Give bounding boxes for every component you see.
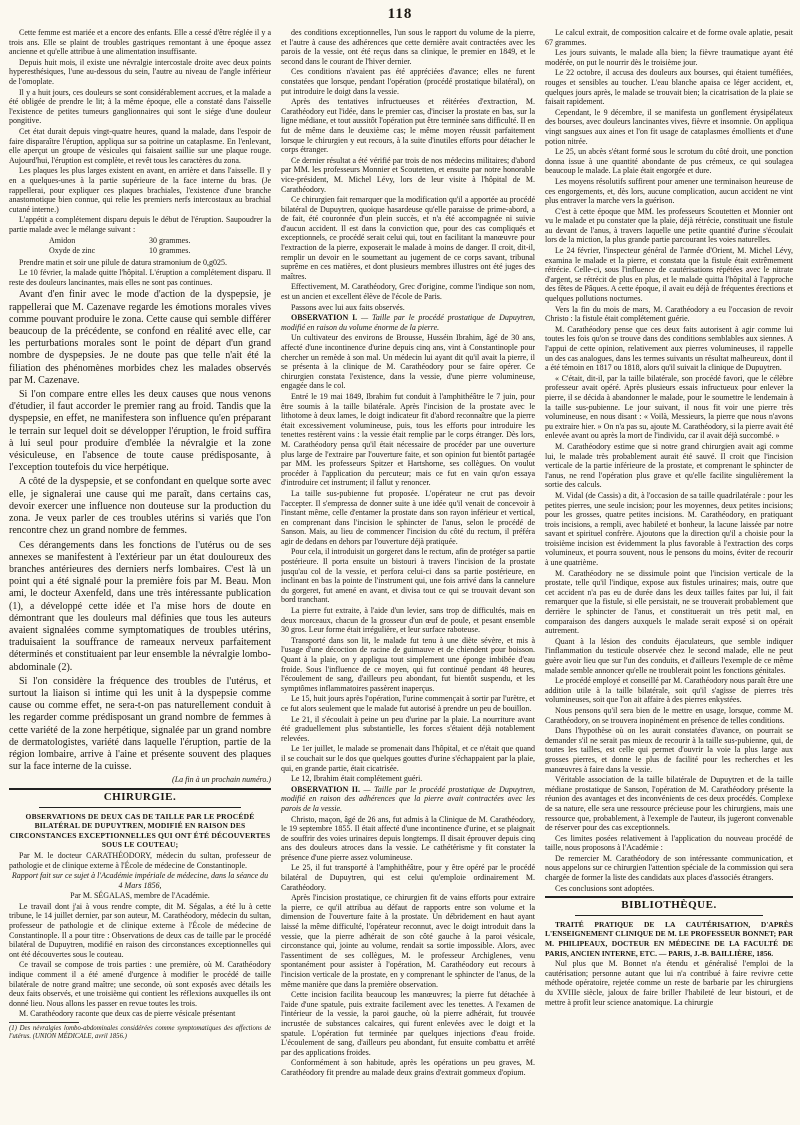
paragraph: Cependant, le 9 décembre, il se manifesta un gonflement érysipélateux des bourses, avec douleurs lancinantes vives, fièvre et insomnie. On appliqua vingt sangsues aux aines et l'on fit usage de cataplasmes émollients et d'une potion nitrée. (545, 107, 793, 146)
column-2 (281, 28, 535, 1119)
paragraph: La taille sus-pubienne fut proposée. L'opérateur ne crut pas devoir l'accepter. Il s'empressa de donner suite à une idée qu'il venait de concevoir à l'instant même, celle d'entamer la prostate dans son rayon inférieur et vertical, en comprenant dans l'incision le sphincter de l'anus, selon le procédé de Sanson. Mais, au lieu de commencer l'incision du côté du rectum, il préféra agir de dedans en dehors par l'ouverture déjà pratiquée. (281, 488, 535, 546)
recipe-row (49, 246, 271, 256)
recipe-ingredient: Amidon (49, 236, 76, 246)
paragraph: Cette femme est mariée et a encore des enfants. Elle a cessé d'être réglée il y a trois ans. Elle se plaint de troubles gastriques remontant à une époque assez ancienne et qu'elle attribue à une alimentation insuffisante. (9, 28, 271, 57)
paragraph: M. Carathéodory estime que si notre grand chirurgien avait agi comme lui, le malade très probablement aurait été sauvé. Il croit que l'incision verticale de la partie inférieure de la prostate, et comprenant le sphincter de l'anus, ne rend l'opération plus grave et qu'elle facilite singulièrement la sortie des calculs. (545, 441, 793, 490)
section-title-bibliotheque: BIBLIOTHÈQUE. (621, 899, 717, 912)
paragraph: Le 25, un abcès s'étant formé sous le scrotum du côté droit, une ponction donna issue à une quantité abondante de pus crémeux, ce qui soulagea beaucoup le malade. La plaie était engorgée et dure. (545, 147, 793, 176)
continuation-note: (La fin à un prochain numéro.) (172, 775, 271, 785)
column-3 (545, 28, 793, 1119)
paragraph: Vers la fin du mois de mars, M. Carathéodory a eu l'occasion de revoir Christo : la fistule était complétement guérie. (545, 304, 793, 324)
paragraph: C'est à cette époque que MM. les professeurs Scoutetten et Monnier ont vu le malade et pu constater que la plaie, déjà rétrécie, constituait une fistule au devant de l'anus, à travers laquelle une petite quantité d'urine s'écoulait lors de la miction, la plus grande partie parcourant les voies naturelles. (545, 206, 793, 245)
book-reference: TRAITÉ PRATIQUE DE LA CAUTÉRISATION, D'APRÈS L'ENSEIGNEMENT CLINIQUE DE M. LE PROFESSEUR BONNET; PAR M. PHILIPEAUX, DOCTEUR EN MÉDECINE DE LA FACULTÉ DE PARIS, ANCIEN INTERNE, ETC. — PARIS, J.-B. BAILLIÈRE, 1856. (545, 919, 793, 958)
paragraph: Les jours suivants, le malade alla bien; la fièvre traumatique ayant été modérée, on put le nourrir dès le troisième jour. (545, 48, 793, 67)
paragraph: Nul plus que M. Bonnet n'a étendu et généralisé l'emploi de la cautérisation; personne autant que lui n'a contribué à faire revivre cette méthode opératoire, rejetée comme un reste de barbarie par les chirurgiens du XVIIIe siècle, jaloux de faire briller l'habileté de leur bistouri, et de mettre à profit leur science anatomique. La chirurgie (545, 959, 793, 1007)
paragraph: Le calcul extrait, de composition calcaire et de forme ovale aplatie, pesait 67 grammes. (545, 28, 793, 47)
observation-title: — Taille par le procédé prostatique de Dupuytren, modifié en raison du volume énorme de la pierre. (281, 313, 535, 332)
paragraph: Si l'on considère la fréquence des troubles de l'utérus, et surtout la liaison si intime qui les unit à la dyspepsie comme cause ou comme effet, ne sera-t-on pas naturellement conduit à les regarder comme prédisposant un grand nombre de femmes à cette variété de la zone herpétique, signalée par un grand nombre de dermatologistes, variété dans laquelle l'éruption, partie de la région lombaire, arrive à l'aine et présente souvent des plaques sur la face interne de la cuisse. (9, 675, 271, 773)
paragraph: « C'était, dit-il, par la taille bilatérale, son procédé favori, que le célèbre professeur avait opéré. Après plusieurs essais infructueux pour enlever la pierre, il se décida à abandonner le malade, pour le soumettre le lendemain à la taille sus-pubienne. Le jour suivant, il nous fit voir une pierre très volumineuse, en nous disant : « Voilà, Messieurs, la pierre que nous n'avons pu extraire hier. » On n'a pas su, ajoute M. Carathéodory, si la pierre avait été enlevée avant ou après la mort de l'individu, car il avait déjà succombé. » (545, 373, 793, 441)
divider (545, 896, 793, 898)
paragraph: Conformément à son habitude, après les opérations un peu graves, M. Carathéodory fit prendre au malade deux grains d'extrait gommeux d'opium. (281, 1058, 535, 1077)
paragraph: Le 21, il s'écoulait à peine un peu d'urine par la plaie. La nourriture avant été graduellement plus substantielle, les forces s'étaient déjà notablement relevées. (281, 714, 535, 743)
page-number: 118 (387, 6, 413, 22)
paragraph: A côté de la dyspepsie, et se confondant en quelque sorte avec elle, je signalerai une cause qui me paraît, dans certains cas, devoir exercer une influence non douteuse sur la production du zona. Je veux parler de ces troubles utérins si variés que l'on rencontre chez un grand nombre de femmes. (9, 476, 271, 537)
observation-label: OBSERVATION II. (291, 784, 360, 794)
paragraph: Ce chirurgien fait remarquer que la modification qu'il a apportée au procédé bilatéral de Dupuytren, quoique hasardeuse qu'elle paraisse de prime-abord, a de fait, été couronnée d'un plein succès, et n'a été accompagnée ni suivie d'aucun accident. Il est dans la conviction que, pour des cas compliqués et exceptionnels, ce procédé serait celui qui, tout en facilitant la manœuvre pour l'extraction de la pierre, exposerait le malade à moins de danger. Il croit, dit-il, remplir un devoir en le soumettant au jugement de ce corps savant, tribunal suprême en ces matières, et dont plusieurs membres illustres ont été juges des maîtres. (281, 195, 535, 281)
paragraph: Les plaques les plus larges existent en avant, en arrière et dans l'aisselle. Il y en a quelques-unes à la partie supérieure de la face interne du bras. (Je rappellerai, pour expliquer ces plaques brachiales, l'existence d'une branche anastomotique bien connue, qui relie les premiers nerfs intercostaux au brachial cutané interne.) (9, 166, 271, 214)
observation-label: OBSERVATION I. (291, 313, 358, 323)
observation-heading (281, 785, 535, 814)
section-title-chirurgie: CHIRURGIE. (103, 790, 177, 803)
paragraph: Les moyens résolutifs suffirent pour amener une terminaison heureuse de ces engorgements, et, dès lors, aucune complication, aucun accident ne vint plus entraver la marche vers la guérison. (545, 176, 793, 206)
paragraph: Ces limites posées relativement à l'application du nouveau procédé de taille, nous proposons à l'Académie : (545, 833, 793, 853)
paragraph: De remercier M. Carathéodory de son intéressante communication, et nous appelons sur ce chirurgien l'attention spéciale de la commission qui sera chargée de former la liste des candidats aux places d'associés étrangers. (545, 853, 793, 883)
recipe-ingredient: Oxyde de zinc (49, 246, 96, 256)
footnote: (1) Des névralgies lombo-abdominales considérées comme symptomatiques des affections de l'utérus. (UNION MÉDICALE, avril 1856.) (9, 1025, 271, 1041)
paragraph: Prendre matin et soir une pilule de datura stramonium de 0,g025. (19, 257, 227, 267)
report-author: Par M. SÉGALAS, membre de l'Académie. (70, 891, 210, 901)
paragraph: Après l'incision prostatique, ce chirurgien fit de vains efforts pour extraire la pierre, ce qu'il attribua au défaut de rapports entre son volume et la dimension de l'ouverture faite à la prostate. Un débridement en haut ayant laissé la même difficulté, l'opérateur reconnut, avec le doigt introduit dans la vessie, que la pierre adhérait de son côté gauche à la paroi vésicale, circonstance qui, jointe au volume, rendait sa sortie impossible. Alors, avec l'assentiment de ses collègues, M. le professeur Archiglenes, venu spontanément pour assister à l'opération, M. Carathéodory eut recours à l'incision verticale de la prostate, en y comprenant le sphincter de l'anus, de la même manière que dans la première observation. (281, 893, 535, 989)
paragraph: Après des tentatives infructueuses et réitérées d'extraction, M. Carathéodory eut l'idée, dans le premier cas, d'inciser la prostate en bas, sur la ligne médiane, et tout aussitôt l'opération put être terminée sans difficulté. Il en fut de même dans le deuxième cas; le même moyen réussit parfaitement lorsque le chirurgien y eut recours, à la suite d'inutiles efforts pour détacher le corps étranger. (281, 97, 535, 155)
paragraph: M. Carathéodory ne se dissimule point que l'incision verticale de la prostate, telle qu'il l'indique, expose aux fistules urinaires; mais, outre que cet accident n'a pas eu de durée dans les deux tailles faites par lui, il fait remarquer que la fistule, si elle persistait, ne se trouverait probablement que derrière le sphincter de l'anus, et constituerait un très petit mal, en comparaison des dangers auxquels le malade serait exposé si on opérait autrement. (545, 568, 793, 636)
paragraph: Le 12, Ibrahim était complétement guéri. (291, 774, 423, 784)
paragraph: Transporté dans son lit, le malade fut tenu à une diète sévère, et mis à l'usage d'une décoction de racine de guimauve et de chiendent pour boisson. Quant à la plaie, on y appliqua tout simplement une éponge imbibée d'eau froide. Sous l'influence de ce moyen, qui fut continué pendant 48 heures, l'écoulement de sang, d'ailleurs peu abondant, fut bientôt suspendu, et les symptômes inflammatoires passèrent inaperçus. (281, 635, 535, 693)
paragraph: Ce travail se compose de trois parties : une première, où M. Carathéodory indique comment il a été amené d'urgence à modifier le procédé de taille bilatérale de notre grand maître; une seconde, où sont exposés avec détails les deux faits observés, et une troisième qui contient les réflexions auxquelles ils ont donné lieu. Nous allons les passer en revue toutes les trois. (9, 960, 271, 1008)
paragraph: Le 24 février, l'inspecteur général de l'armée d'Orient, M. Michel Lévy, examina le malade et la pierre, et constata que la fistule était extrêmement rétrécie. Celle-ci, sous l'influence de cautérisations répétées avec le nitrate d'argent, se rétrécit de plus en plus, et le malade quitta l'hôpital à l'approche des fêtes de Pâques. A cette époque, il avait eu déjà de fréquentes érections et quelques pollutions nocturnes. (545, 246, 793, 304)
paragraph: Ce dernier résultat a été vérifié par trois de nos médecins militaires; d'abord par MM. les professeurs Monnier et Scoutetten, et ensuite par notre honorable vice-président, M. Michel Lévy, lors de leur visite à l'hôpital de M. Carathéodory. (281, 155, 535, 194)
footnote-divider (9, 1022, 79, 1023)
divider (39, 807, 241, 808)
paragraph: Le 25, il fut transporté à l'amphithéâtre, pour y être opéré par le procédé bilatéral de Dupuytren, qui est celui qu'emploie ordinairement M. Carathéodory. (281, 863, 535, 892)
paragraph: M. Vidal (de Cassis) a dit, à l'occasion de sa taille quadrilatérale : pour les petites pierres, une seule incision; pour les moyennes, deux petites incisions; pour les grosses, quatre petites incisions. M. Carathéodory, en pratiquant trois incisions, a rempli, avec habileté et bonheur, la lacune laissée par notre savant et spirituel confrère. Ajoutons que la direction qu'il a choisie pour la troisième incision est évidemment la plus favorable à l'extraction des corps volumineux, et pourra souvent, nous le pensons du moins, éviter de recourir à une quatrième. (545, 490, 793, 568)
paragraph: Le 22 octobre, il accusa des douleurs aux bourses, qui étaient tuméfiées, rouges et sensibles au toucher. L'eau blanche apaisa ce léger accident, et, quelques jours après, le malade se trouvait bien; la cicatrisation de la plaie se faisait rapidement. (545, 68, 793, 107)
divider (9, 788, 271, 790)
paragraph: Si l'on compare entre elles les deux causes que nous venons d'étudier, il faut accorder le premier rang au froid. Tandis que la dyspepsie, en effet, ne manifestera son influence qu'en préparant le terrain sur lequel doit se développer l'éruption, le froid suffira à lui seul pour produire d'emblée la névralgie et la zone vésiculeuse, en l'absence de toute cause prédisposante, à l'exception toutefois du vice herpétique. (9, 389, 271, 474)
paragraph: Christo, maçon, âgé de 26 ans, fut admis à la Clinique de M. Carathéodory, le 19 septembre 1855. Il était affecté d'une incontinence d'urine, et se plaignait de souffrir des voies urinaires depuis longtemps. Il disait éprouver depuis cinq ans des douleurs atroces dans la vessie. Le cathétérisme y fit constater la présence d'une pierre assez volumineuse. (281, 814, 535, 862)
paragraph: M. Carathéodory pense que ces deux faits autorisent à agir comme lui toutes les fois qu'on se trouve dans des conditions semblables aux siennes. A l'appui de cette opinion, relativement aux pierres volumineuses, il rappelle un des cas analogues, dans les termes suivants un résultat malheureux, dont il a été témoin en 1817 ou 1818, alors qu'il suivait la clinique de Dupuytren. (545, 324, 793, 373)
observation-title: — Taille par le procédé prostatique de Dupuytren, modifié en raison des adhérences que la pierre avait contractées avec les parois de la vessie. (281, 784, 535, 813)
paragraph: Cette incision facilita beaucoup les manœuvres; la pierre fut détachée à l'aide d'une spatule, puis extraite facilement avec les tenettes. A l'examen de l'intérieur de la vessie, la paroi gauche, où la pierre adhérait, fut trouvée incrustée de substances calcaires, qui furent enlevées avec le doigt et la spatule. L'opération fut terminée par quelques injections d'eau froide. L'écoulement de sang, d'ailleurs peu abondant, fut ensuite combattu et arrêté par des applications froides. (281, 990, 535, 1057)
paragraph: Ces conditions n'avaient pas été appréciées d'avance; elles ne furent constatées que lorsque, pendant l'opération (procédé prostatique bilatéral), on put introduire le doigt dans la vessie. (281, 67, 535, 96)
divider (575, 915, 763, 916)
paragraph: Véritable association de la taille bilatérale de Dupuytren et de la taille médiane prostatique de Sanson, l'opération de M. Carathéodory présente la réunion des avantages et des inconvénients de ces deux procédés. Complexe de sa nature, elle sera une ressource précieuse pour les chirurgiens, mais une ressource que, probablement, à l'exemple de l'auteur, ils jugeront convenable de réserver pour des cas exceptionnels. (545, 775, 793, 833)
recipe (49, 236, 271, 255)
paragraph: Entré le 19 mai 1849, Ibrahim fut conduit à l'amphithéâtre le 7 juin, pour être soumis à la taille bilatérale. Après l'incision de la prostate avec le lithotome à deux lames, le doigt indicateur fit d'abord reconnaître que la pierre était excessivement volumineuse, puis, tous les efforts pour introduire les tenettes restèrent vains : la vessie était remplie par le corps étranger. Dès lors, M. Carathéodory pensa qu'il était nécessaire de procéder par une ouverture plus large de l'extraire par l'ouverture faite, et son opinion fut bientôt partagée par MM. les professeurs Spitzer et Hartshorne, ses collègues. On voulut procéder à l'application du percuteur; mais ce fut en vain qu'on essaya d'introduire cet instrument; il fallut y renoncer. (281, 391, 535, 488)
report-line: Rapport fait sur ce sujet à l'Académie impériale de médecine, dans la séance du 4 Mars 1856, (11, 871, 269, 890)
paragraph: Le travail dont j'ai à vous rendre compte, dit M. Ségalas, a été lu à cette tribune, le 14 juillet dernier, par son auteur, M. Carathéodory, médecin du sultan, professeur de pathologie et de clinique externe à l'École de médecine de Constantinople. Il a pour titre : Observations de deux cas de taille par le procédé bilatéral de Dupuytren, modifié en raison des circonstances exceptionnelles qui ont été découvertes sous le couteau. (9, 901, 271, 959)
paragraph: M. Carathéodory raconte que deux cas de pierre vésicale présentant (19, 1009, 236, 1019)
paragraph: Avant d'en finir avec le mode d'action de la dyspepsie, je rappellerai que M. Cazenave regarde les émotions morales vives comme pouvant produire le zona. Cette cause qui semble différer beaucoup de la précédente, se confond en réalité avec elle, car les perturbations morales sont le point de départ d'un grand nombre de dyspepsies. Je ne doute pas que telle n'ait été la filiation des phénomènes morbides chez les malades observés par M. Cazenave. (9, 289, 271, 386)
paragraph: L'appétit a complétement disparu depuis le début de l'éruption. Saupoudrer la partie malade avec le mélange suivant : (9, 215, 271, 234)
paragraph: Un cultivateur des environs de Brousse, Husséin Ibrahim, âgé de 30 ans, affecté d'une incontinence d'urine depuis cinq ans, vint à Constantinople pour chercher un remède à son mal. Un médecin lui ayant dit qu'il avait la pierre, il se présenta à la clinique de M. Carathéodory pour se faire opérer. Ce chirurgien constata l'existence, dans la vessie, d'une pierre volumineuse, engagée dans le col. (281, 333, 535, 391)
paragraph: Cet état durait depuis vingt-quatre heures, quand la malade, dans l'espoir de faire disparaître l'éruption, appliqua sur sa poitrine un cataplasme. En l'enlevant, elle aperçut un groupe de vésicules qui faisaient saillie sur une plaque rouge. Aujourd'hui, l'éruption est complète, et revêt tous les caractères du zona. (9, 126, 271, 165)
paragraph: Depuis huit mois, il existe une névralgie intercostale droite avec deux points hyperesthésiques, l'une au-dessous du sein, l'autre au niveau de l'angle inférieur de l'omoplate. (9, 57, 271, 86)
recipe-quantity: 30 grammes. (149, 236, 191, 246)
column-1 (9, 28, 271, 1119)
paragraph: Effectivement, M. Carathéodory, Grec d'origine, comme l'indique son nom, est un ancien et excellent élève de l'école de Paris. (281, 282, 535, 302)
article-author: Par M. le docteur CARATHÉODORY, médecin du sultan, professeur de pathologie et de clinique externe à l'École de médecine de Constantinople. (9, 850, 271, 870)
article-title: OBSERVATIONS DE DEUX CAS DE TAILLE PAR LE PROCÉDÉ BILATÉRAL DE DUPUYTREN, MODIFIÉ EN RAISON DES CIRCONSTANCES EXCEPTIONNELLES QUI ONT ÉTÉ DÉCOUVERTES SOUS LE COUTEAU; (9, 811, 271, 850)
recipe-row (49, 236, 271, 246)
paragraph: Nous pensons qu'il sera bien de le mettre en usage, lorsque, comme M. Carathéodory, on se trouvera inopinément en présence de telles conditions. (545, 705, 793, 725)
recipe-quantity: 10 grammes. (149, 246, 191, 256)
paragraph: Pour cela, il introduisit un gorgeret dans le rectum, afin de protéger sa partie postérieure. Il porta ensuite un bistouri à travers l'incision de la prostate jusqu'au col de la vessie, et perfora celui-ci dans sa partie postérieure, en inclinant en bas la pointe de l'instrument qui, une fois arrivé dans la cannelure du gorgeret, fut amené en avant, et divisa tout ce qui se trouvait devant son bord tranchant. (281, 547, 535, 605)
paragraph: Le 10 février, la malade quitte l'hôpital. L'éruption a complétement disparu. Il reste des douleurs lancinantes, mais elles ne sont pas continues. (9, 268, 271, 287)
paragraph: des conditions exceptionnelles, l'un sous le rapport du volume de la pierre, et l'autre à cause des adhérences que cette dernière avait contractées avec les parois de la vessie, ont été reçus dans sa clinique, le premier en 1849, et le second dans le courant de l'hiver dernier. (281, 28, 535, 66)
paragraph: Le 15, huit jours après l'opération, l'urine commençait à sortir par l'urètre, et ce fut alors seulement que le malade fut autorisé à prendre un peu de bouillon. (281, 694, 535, 713)
paragraph: Ces dérangements dans les fonctions de l'utérus ou de ses annexes se manifestent à l'extérieur par un état douloureux des branches antérieures des derniers nerfs lombaires. C'est là un point qui a été signalé pour la première fois par M. Beau. Mon ami, le docteur Axenfeld, dans une très intéressante publication (1), a développé cette idée et l'a mise hors de doute en démontrant que les douleurs mal définies que tous les auteurs avaient signalées comme symptomatiques de troubles utérins, traduisaient la souffrance de rameaux nerveux parfaitement déterminés et constituaient par leur ensemble la névralgie lombo-abdominale (2). (9, 539, 271, 673)
paragraph: Il y a huit jours, ces douleurs se sont considérablement accrues, et la malade a été obligée de prendre le lit; à la même époque, elle a constaté dans l'aisselle l'existence de petites tumeurs ganglionnaires qui sont le siége d'une douleur pongitive. (9, 87, 271, 126)
paragraph: Ces conclusions sont adoptées. (555, 883, 655, 893)
paragraph: Dans l'hypothèse où on les aurait constatées d'avance, on pourrait se demander s'il ne serait pas mieux de recourir à la taille sus-pubienne, qui, de toutes les tailles, est celle qui permet d'ouvrir la voie la plus large aux grosses pierres, et donne le plus de facilité pour les recherches et les manœuvres à faire dans la vessie. (545, 726, 793, 774)
paragraph: Le procédé employé et conseillé par M. Carathéodory nous paraît être une addition utile à la taille bilatérale, soit qu'il s'agisse de pierres très volumineuses, soit que l'on ait affaire à des pierres enkystées. (545, 676, 793, 705)
paragraph: La pierre fut extraite, à l'aide d'un levier, sans trop de difficultés, mais en deux morceaux, chacun de la grosseur d'un œuf de poule, et pesant ensemble 30 gros. Leur forme était irrégulière, et leur surface raboteuse. (281, 606, 535, 635)
observation-heading (281, 313, 535, 332)
paragraph: Passons avec lui aux faits observés. (291, 302, 405, 312)
paragraph: Quant à la lésion des conduits éjaculateurs, que semble indiquer l'inflammation du testicule observée chez le second malade, elle ne peut guère avoir lieu que sur l'un des conduits, et d'ailleurs l'exemple de ce même malade semble annoncer qu'elle ne troublerait point les fonctions génitales. (545, 636, 793, 675)
paragraph: Le 1er juillet, le malade se promenait dans l'hôpital, et ce n'était que quand il se couchait sur le dos que quelques gouttes d'urine s'échappaient par la plaie, qui, en grande partie, était cicatrisée. (281, 744, 535, 773)
